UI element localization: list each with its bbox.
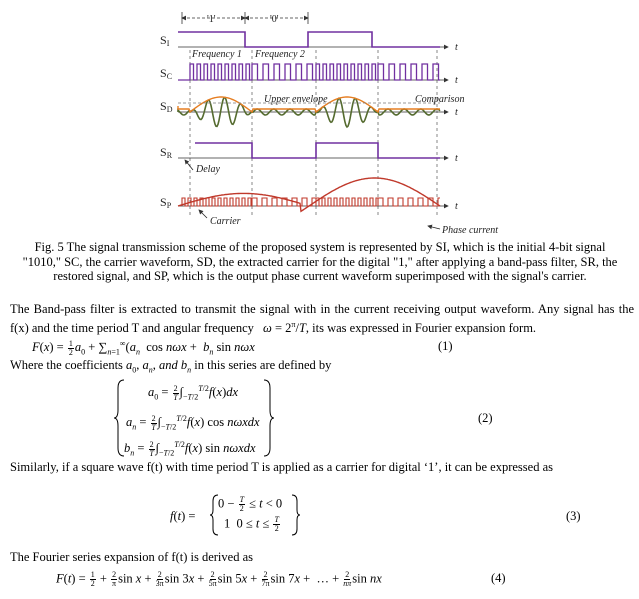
sp-label: SP xyxy=(160,195,172,210)
equation-number-4: (4) xyxy=(491,571,506,585)
svg-text:t: t xyxy=(455,42,458,53)
freq1-label: Frequency 1 xyxy=(192,49,242,60)
si-label: SI xyxy=(160,33,170,48)
freq2-label: Frequency 2 xyxy=(255,49,305,60)
sc-label: SC xyxy=(160,66,173,81)
equation-4: F(t) = $\frac{1}{2}$ + $\frac{2}{\pi}$ sin x + $\frac{2}{3\pi}$ sin 3x + $\frac{2}{5\pi}$ sin 5x + $\frac{2}{7\pi}$ sin 7x + … + $\frac{2}{n\pi}$ sin nx xyxy=(56,570,382,588)
svg-text:t: t xyxy=(455,107,458,118)
equation-number-3: (3) xyxy=(566,509,581,523)
svg-text:t: t xyxy=(455,201,458,212)
bit-zero-label: '0' xyxy=(270,14,279,25)
equation-2c: $b_n$ = $\frac{2}{T}$ $\int_{-T/2}^{T/2}f(x)$ sin nωxdx xyxy=(124,439,256,458)
si-waveform xyxy=(178,32,440,47)
svg-text:t: t xyxy=(455,153,458,164)
sc-waveform xyxy=(178,64,440,80)
equation-1: F(x) = $\frac{1}{2}$ $a_0 + \sum_{n=1}^\infty(a_n$ $\cos n\omega x + b_n$ sin nωx xyxy=(32,338,255,357)
figure-caption: Fig. 5 The signal transmission scheme of the proposed system is represented by SI, which is the initial 4-bit signal "1010," SC, the carrier waveform, SD, the extracted carrier for the digital "1," after applying a band-pass filter, SR, the restored signal, and SP, which is the output phase current waveform superimposed with the signal's carrier. xyxy=(22,240,618,283)
delay-label: Delay xyxy=(196,164,220,175)
equation-number-2: (2) xyxy=(478,411,493,425)
equation-2b: $a_n$ = $\frac{2}{T}$ $\int_{-T/2}^{T/2}f(x)$ cos nωxdx xyxy=(126,413,260,432)
signal-figure xyxy=(0,0,639,240)
equation-3b: 1 0 ≤ t ≤ $\frac{T}{2}$ xyxy=(224,515,279,533)
equation-2a: $a_0$ = $\frac{2}{T}$ $\int_{-T/2}^{T/2}f(x)dx$ xyxy=(148,383,239,402)
svg-text:t: t xyxy=(455,75,458,86)
paragraph-2: Where the coefficients $a_0$, $a_n$, and $b_n$ in this series are defined by xyxy=(10,358,332,375)
upper-envelope-label: Upper envelope xyxy=(264,94,328,105)
phase-current-label: Phase current xyxy=(442,225,499,236)
paragraph-1: The Band-pass filter is extracted to transmit the signal with in the current receiving output waveform. Any signal has the f(x) and the time period T and angular frequency $\omega = 2^\pi/T$, its was expressed in Fourier expansion form. xyxy=(10,302,634,336)
comparison-label: Comparison xyxy=(415,94,465,105)
sr-waveform xyxy=(195,143,440,158)
equation-number-1: (1) xyxy=(438,339,453,353)
equation-3: f(t) = xyxy=(170,509,196,523)
paragraph-4: The Fourier series expansion of f(t) is derived as xyxy=(10,550,253,564)
bit-one-label: '1' xyxy=(207,14,216,25)
paragraph-3: Similarly, if a square wave f(t) with time period T is applied as a carrier for digital ‘1’, it can be expressed as xyxy=(10,460,553,474)
carrier-label: Carrier xyxy=(210,216,241,227)
sd-label: SD xyxy=(160,99,173,114)
sr-label: SR xyxy=(160,145,173,160)
equation-3a: 0 − $\frac{T}{2}$ ≤ t < 0 xyxy=(218,495,283,513)
